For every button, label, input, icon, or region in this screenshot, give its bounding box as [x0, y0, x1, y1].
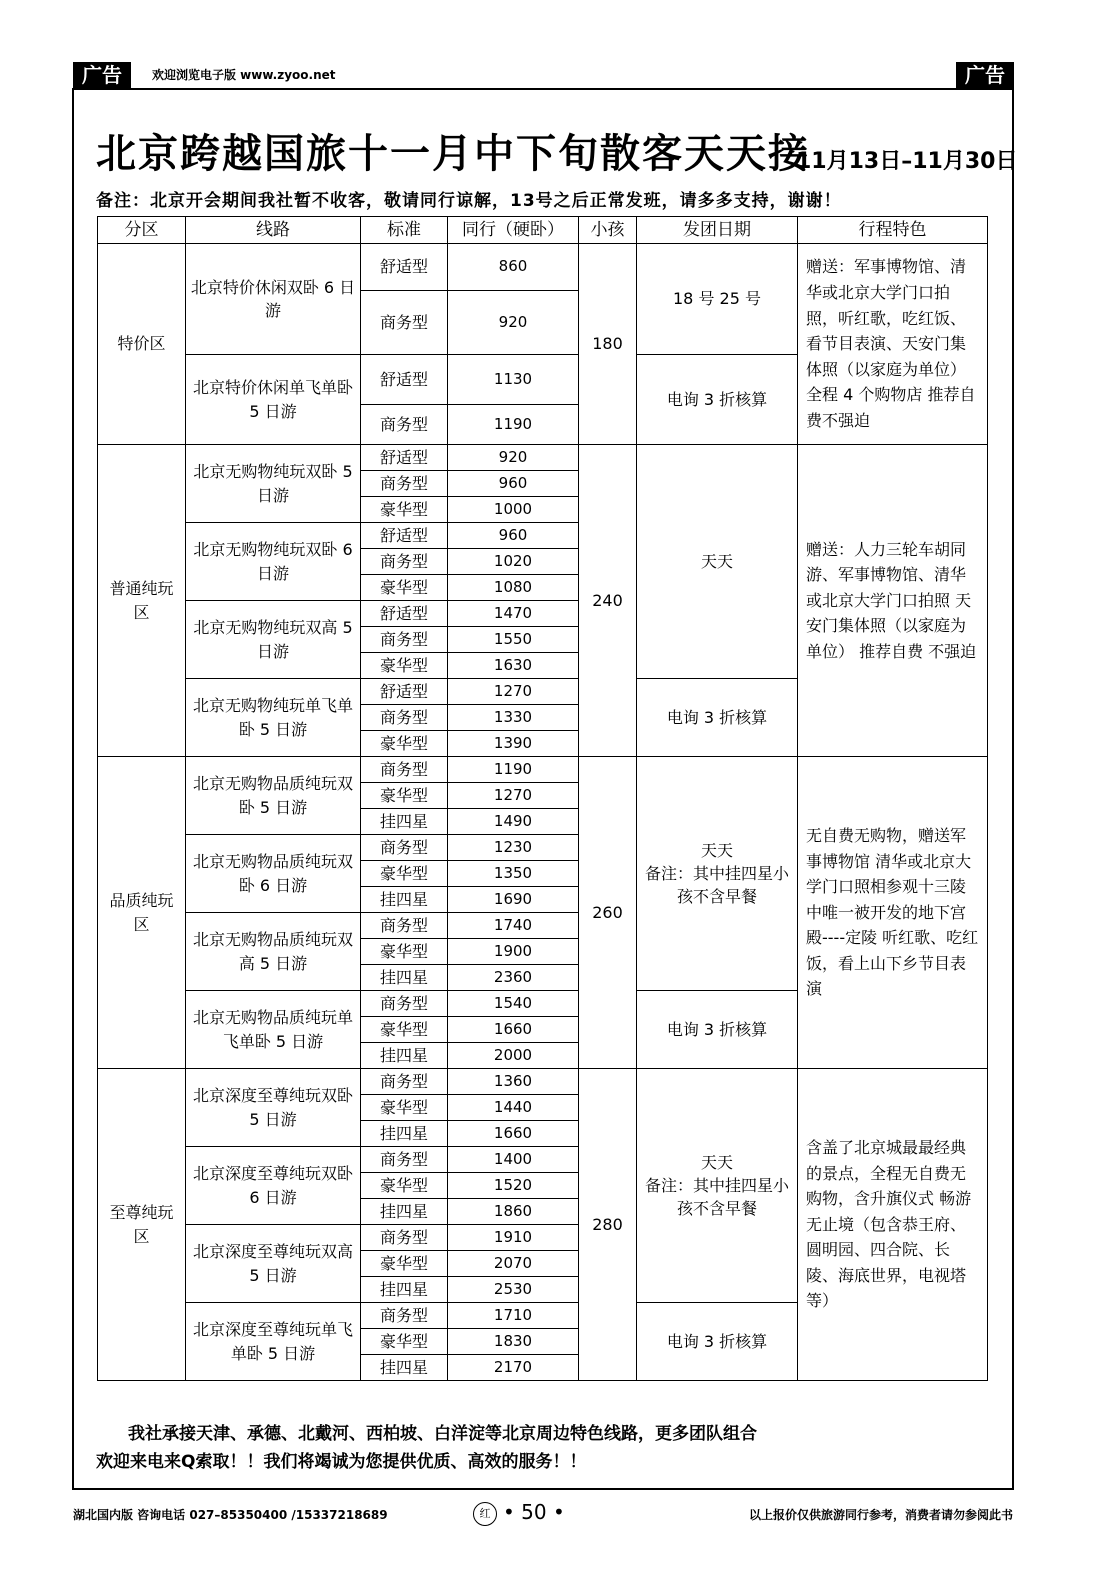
price-value: 1710 [448, 1303, 579, 1329]
standard-level: 豪华型 [361, 653, 448, 679]
route-name: 北京深度至尊纯玩双卧 5 日游 [186, 1069, 361, 1147]
standard-level: 商务型 [361, 471, 448, 497]
price-value: 1400 [448, 1147, 579, 1173]
standard-level: 豪华型 [361, 1251, 448, 1277]
route-name: 北京深度至尊纯玩双卧 6 日游 [186, 1147, 361, 1225]
standard-level: 豪华型 [361, 1173, 448, 1199]
child-price: 260 [579, 757, 637, 1069]
standard-level: 商务型 [361, 549, 448, 575]
standard-level: 豪华型 [361, 783, 448, 809]
bottom-note-line1: 我社承接天津、承德、北戴河、西柏坡、白洋淀等北京周边特色线路，更多团队组合 [128, 1424, 757, 1444]
standard-level: 豪华型 [361, 731, 448, 757]
departure-date: 电询 3 折核算 [637, 991, 798, 1069]
standard-level: 挂四星 [361, 1277, 448, 1303]
standard-level: 商务型 [361, 705, 448, 731]
price-value: 1330 [448, 705, 579, 731]
table-row [98, 445, 988, 471]
standard-level: 商务型 [361, 835, 448, 861]
departure-date: 电询 3 折核算 [637, 1303, 798, 1381]
price-value: 1360 [448, 1069, 579, 1095]
table-row [98, 1069, 988, 1095]
price-value: 1020 [448, 549, 579, 575]
route-name: 北京深度至尊纯玩单飞单卧 5 日游 [186, 1303, 361, 1381]
route-name: 北京无购物纯玩单飞单卧 5 日游 [186, 679, 361, 757]
standard-level: 商务型 [361, 291, 448, 355]
price-value: 1630 [448, 653, 579, 679]
standard-level: 豪华型 [361, 1329, 448, 1355]
price-value: 2170 [448, 1355, 579, 1381]
price-value: 1080 [448, 575, 579, 601]
departure-date: 18 号 25 号 [637, 244, 798, 355]
standard-level: 舒适型 [361, 601, 448, 627]
departure-date: 天天 [637, 445, 798, 679]
route-features: 赠送：军事博物馆、清华或北京大学门口拍照，听红歌，吃红饭、看节目表演、天安门集体照（以家庭为单位） 全程 4 个购物店 推荐自费不强迫 [798, 244, 988, 445]
departure-date: 电询 3 折核算 [637, 679, 798, 757]
route-name: 北京特价休闲单飞单卧 5 日游 [186, 355, 361, 445]
zone-name: 品质纯玩区 [98, 757, 186, 1069]
route-features: 含盖了北京城最最经典的景点，全程无自费无购物，含升旗仪式 畅游无止境（包含恭王府、圆明园、四合院、长陵、海底世界，电视塔等） [798, 1069, 988, 1381]
price-value: 2070 [448, 1251, 579, 1277]
price-value: 960 [448, 523, 579, 549]
seal-icon: 红 [473, 1502, 497, 1526]
standard-level: 挂四星 [361, 809, 448, 835]
price-value: 1550 [448, 627, 579, 653]
route-name: 北京无购物纯玩双卧 5 日游 [186, 445, 361, 523]
header-features: 行程特色 [798, 217, 988, 244]
zone-name: 普通纯玩区 [98, 445, 186, 757]
route-features: 无自费无购物，赠送军事博物馆 清华或北京大学门口照相参观十三陵中唯一被开发的地下宫殿----定陵 听红歌、吃红饭，看上山下乡节目表演 [798, 757, 988, 1069]
departure-date-cell [637, 1069, 798, 1303]
standard-level: 挂四星 [361, 887, 448, 913]
standard-level: 商务型 [361, 913, 448, 939]
standard-level: 商务型 [361, 757, 448, 783]
page-number: • 50 • [503, 1500, 565, 1524]
price-value: 1520 [448, 1173, 579, 1199]
price-value: 1540 [448, 991, 579, 1017]
welcome-text: 欢迎浏览电子版 www.zyoo.net [152, 68, 336, 82]
price-value: 1830 [448, 1329, 579, 1355]
price-value: 1660 [448, 1121, 579, 1147]
zone-name: 至尊纯玩区 [98, 1069, 186, 1381]
standard-level: 商务型 [361, 991, 448, 1017]
header-child: 小孩 [579, 217, 637, 244]
standard-level: 豪华型 [361, 861, 448, 887]
header-standard: 标准 [361, 217, 448, 244]
ad-label-left: 广告 [73, 62, 131, 88]
departure-note: 备注：其中挂四星小孩不含早餐 [644, 1175, 789, 1219]
standard-level: 挂四星 [361, 1355, 448, 1381]
route-features: 赠送：人力三轮车胡同游、军事博物馆、清华或北京大学门口拍照 天安门集体照（以家庭为单位） 推荐自费 不强迫 [798, 445, 988, 757]
standard-level: 商务型 [361, 1147, 448, 1173]
page-title: 北京跨越国旅十一月中下旬散客天天接 [96, 131, 810, 177]
price-value: 1910 [448, 1225, 579, 1251]
standard-level: 豪华型 [361, 575, 448, 601]
standard-level: 挂四星 [361, 1043, 448, 1069]
route-name: 北京深度至尊纯玩双高 5 日游 [186, 1225, 361, 1303]
notice-text: 备注：北京开会期间我社暂不收客，敬请同行谅解，13号之后正常发班，请多多支持，谢谢！ [96, 191, 842, 211]
standard-level: 舒适型 [361, 355, 448, 405]
departure-date: 电询 3 折核算 [637, 355, 798, 445]
standard-level: 豪华型 [361, 1095, 448, 1121]
standard-level: 挂四星 [361, 965, 448, 991]
price-value: 1390 [448, 731, 579, 757]
standard-level: 舒适型 [361, 523, 448, 549]
child-price: 180 [579, 244, 637, 445]
zone-name: 特价区 [98, 244, 186, 445]
departure-date-cell [637, 757, 798, 991]
price-value: 1230 [448, 835, 579, 861]
standard-level: 舒适型 [361, 445, 448, 471]
price-table [97, 216, 988, 1381]
ad-label-right: 广告 [956, 62, 1014, 88]
standard-level: 豪华型 [361, 497, 448, 523]
price-value: 2000 [448, 1043, 579, 1069]
footer-disclaimer: 以上报价仅供旅游同行参考，消费者请勿参阅此书 [748, 1508, 1013, 1522]
table-header-row [98, 217, 988, 244]
price-value: 1900 [448, 939, 579, 965]
price-value: 1270 [448, 679, 579, 705]
price-value: 920 [448, 291, 579, 355]
route-name: 北京无购物品质纯玩双卧 6 日游 [186, 835, 361, 913]
title-row [96, 122, 1018, 182]
standard-level: 挂四星 [361, 1199, 448, 1225]
page-number-block [473, 1500, 565, 1526]
price-value: 1270 [448, 783, 579, 809]
departure-note: 备注：其中挂四星小孩不含早餐 [644, 863, 789, 907]
bottom-note [96, 1420, 996, 1476]
price-value: 860 [448, 244, 579, 291]
standard-level: 豪华型 [361, 939, 448, 965]
route-name: 北京特价休闲双卧 6 日游 [186, 244, 361, 355]
price-value: 1440 [448, 1095, 579, 1121]
route-name: 北京无购物品质纯玩双高 5 日游 [186, 913, 361, 991]
title-date-range: 11月13日–11月30日 [796, 149, 1018, 174]
footer-contact: 湖北国内版 咨询电话 027–85350400 /15337218689 [73, 1508, 388, 1522]
standard-level: 豪华型 [361, 1017, 448, 1043]
route-name: 北京无购物纯玩双高 5 日游 [186, 601, 361, 679]
standard-level: 商务型 [361, 1303, 448, 1329]
price-value: 920 [448, 445, 579, 471]
route-name: 北京无购物品质纯玩单飞单卧 5 日游 [186, 991, 361, 1069]
header-peer-price: 同行（硬卧） [448, 217, 579, 244]
table-row [98, 757, 988, 783]
price-value: 1690 [448, 887, 579, 913]
footer [73, 1500, 1013, 1530]
price-value: 2360 [448, 965, 579, 991]
child-price: 240 [579, 445, 637, 757]
standard-level: 商务型 [361, 1069, 448, 1095]
child-price: 280 [579, 1069, 637, 1381]
header-zone: 分区 [98, 217, 186, 244]
price-value: 1660 [448, 1017, 579, 1043]
price-value: 1000 [448, 497, 579, 523]
price-value: 1490 [448, 809, 579, 835]
standard-level: 舒适型 [361, 679, 448, 705]
price-value: 1190 [448, 757, 579, 783]
departure-date: 天天 [700, 840, 733, 860]
price-value: 1350 [448, 861, 579, 887]
standard-level: 商务型 [361, 627, 448, 653]
price-value: 1130 [448, 355, 579, 405]
standard-level: 商务型 [361, 1225, 448, 1251]
price-value: 2530 [448, 1277, 579, 1303]
standard-level: 挂四星 [361, 1121, 448, 1147]
route-name: 北京无购物纯玩双卧 6 日游 [186, 523, 361, 601]
route-name: 北京无购物品质纯玩双卧 5 日游 [186, 757, 361, 835]
price-value: 1740 [448, 913, 579, 939]
price-value: 1860 [448, 1199, 579, 1225]
standard-level: 舒适型 [361, 244, 448, 291]
header-departure: 发团日期 [637, 217, 798, 244]
price-value: 960 [448, 471, 579, 497]
departure-date: 天天 [700, 1152, 733, 1172]
price-value: 1190 [448, 405, 579, 445]
price-value: 1470 [448, 601, 579, 627]
header-route: 线路 [186, 217, 361, 244]
table-row [98, 244, 988, 291]
bottom-note-line2: 欢迎来电来Q索取！！我们将竭诚为您提供优质、高效的服务！！ [96, 1452, 587, 1472]
standard-level: 商务型 [361, 405, 448, 445]
